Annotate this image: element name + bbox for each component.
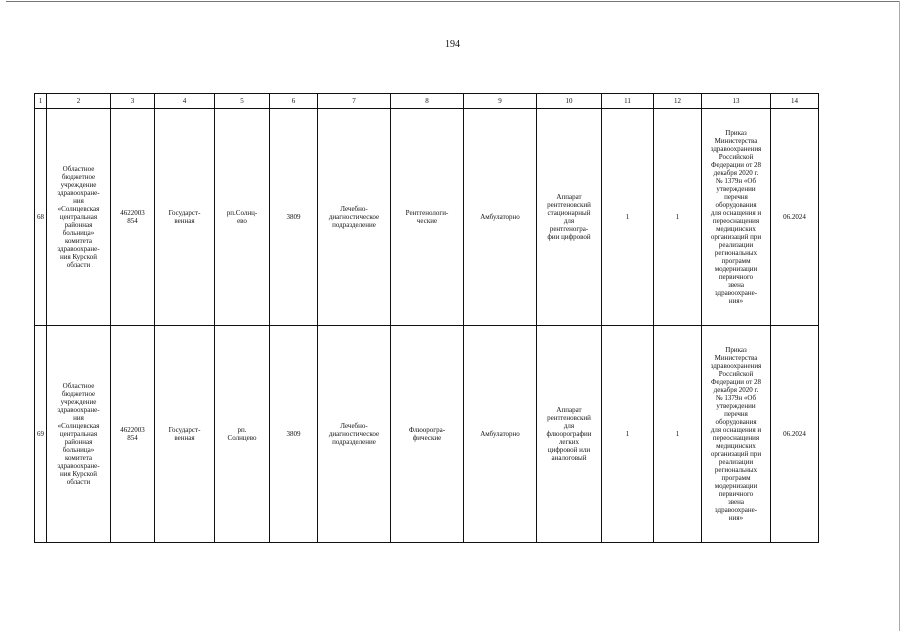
equipment-table [34,93,819,543]
equipment-type-cell [391,109,464,326]
header-cell: 7 [318,94,391,109]
basis-cell [702,109,771,326]
device-text: Аппарат рентгеновский стационарный для рентгеногра- фии цифровой [547,193,591,241]
date-cell: 06.2024 [771,326,819,543]
locality-text: рп.Солнц- ево [226,209,258,225]
organization-text: Областное бюджетное учреждение здравоохране- ния «Солнцевская центральная районная больница» комитета здравоохране- ния Курской области [57,165,100,269]
care-form-cell: Амбулаторно [464,326,537,543]
page-number: 194 [445,39,460,50]
header-cell: 14 [771,94,819,109]
locality-text: рп. Солнцево [227,426,257,442]
code-cell [111,109,155,326]
header-cell: 9 [464,94,537,109]
locality-cell [215,326,270,543]
equipment-type-text: Рентгенологи- ческие [405,209,449,225]
organization-cell [47,109,111,326]
code-text: 4622003 854 [120,426,145,442]
number-cell: 3809 [270,109,318,326]
code-text: 4622003 854 [120,209,145,225]
header-cell: 13 [702,94,771,109]
header-cell: 4 [155,94,215,109]
header-row [35,94,819,109]
care-form-cell: Амбулаторно [464,109,537,326]
header-cell: 6 [270,94,318,109]
header-cell: 11 [602,94,654,109]
ownership-text: Государст- венная [168,209,201,225]
header-cell: 1 [35,94,47,109]
right-border-line [899,1,900,631]
locality-cell [215,109,270,326]
equipment-type-cell [391,326,464,543]
row-number: 68 [35,109,47,326]
quantity-cell: 1 [602,326,654,543]
quantity-cell: 1 [602,109,654,326]
equipment-type-text: Флюорогра- фические [408,426,446,442]
ownership-text: Государст- венная [168,426,201,442]
header-cell: 2 [47,94,111,109]
organization-cell [47,326,111,543]
ownership-cell [155,326,215,543]
top-border-line [6,1,899,2]
header-cell: 10 [537,94,602,109]
basis-text: Приказ Министерства здравоохранения Российской Федерации от 28 декабря 2020 г. № 1379н «Об утверждении перечня оборудования для оснащения и переоснащения медицинских организаций при реализации региональных программ модернизации первичного звена здравоохране- ния» [710,346,762,522]
number-cell: 3809 [270,326,318,543]
ownership-cell [155,109,215,326]
row-number: 69 [35,326,47,543]
header-cell: 5 [215,94,270,109]
header-cell: 3 [111,94,155,109]
unit-text: Лечебно- диагностическое подразделение [328,205,380,229]
code-cell [111,326,155,543]
table-row [35,326,819,543]
basis-cell [702,326,771,543]
quantity-cell: 1 [654,326,702,543]
quantity-cell: 1 [654,109,702,326]
basis-text: Приказ Министерства здравоохранения Российской Федерации от 28 декабря 2020 г. № 1379н «Об утверждении перечня оборудования для оснащения и переоснащения медицинских организаций при реализации региональных программ модернизации первичного звена здравоохране- ния» [710,129,762,305]
unit-cell [318,109,391,326]
date-cell: 06.2024 [771,109,819,326]
device-cell [537,109,602,326]
device-text: Аппарат рентгеновский для флюорографии легких цифровой или аналоговый [546,406,592,462]
device-cell [537,326,602,543]
header-cell: 8 [391,94,464,109]
unit-cell [318,326,391,543]
header-cell: 12 [654,94,702,109]
table-row [35,109,819,326]
organization-text: Областное бюджетное учреждение здравоохране- ния «Солнцевская центральная районная больница» комитета здравоохране- ния Курской области [57,382,100,486]
unit-text: Лечебно- диагностическое подразделение [328,422,380,446]
